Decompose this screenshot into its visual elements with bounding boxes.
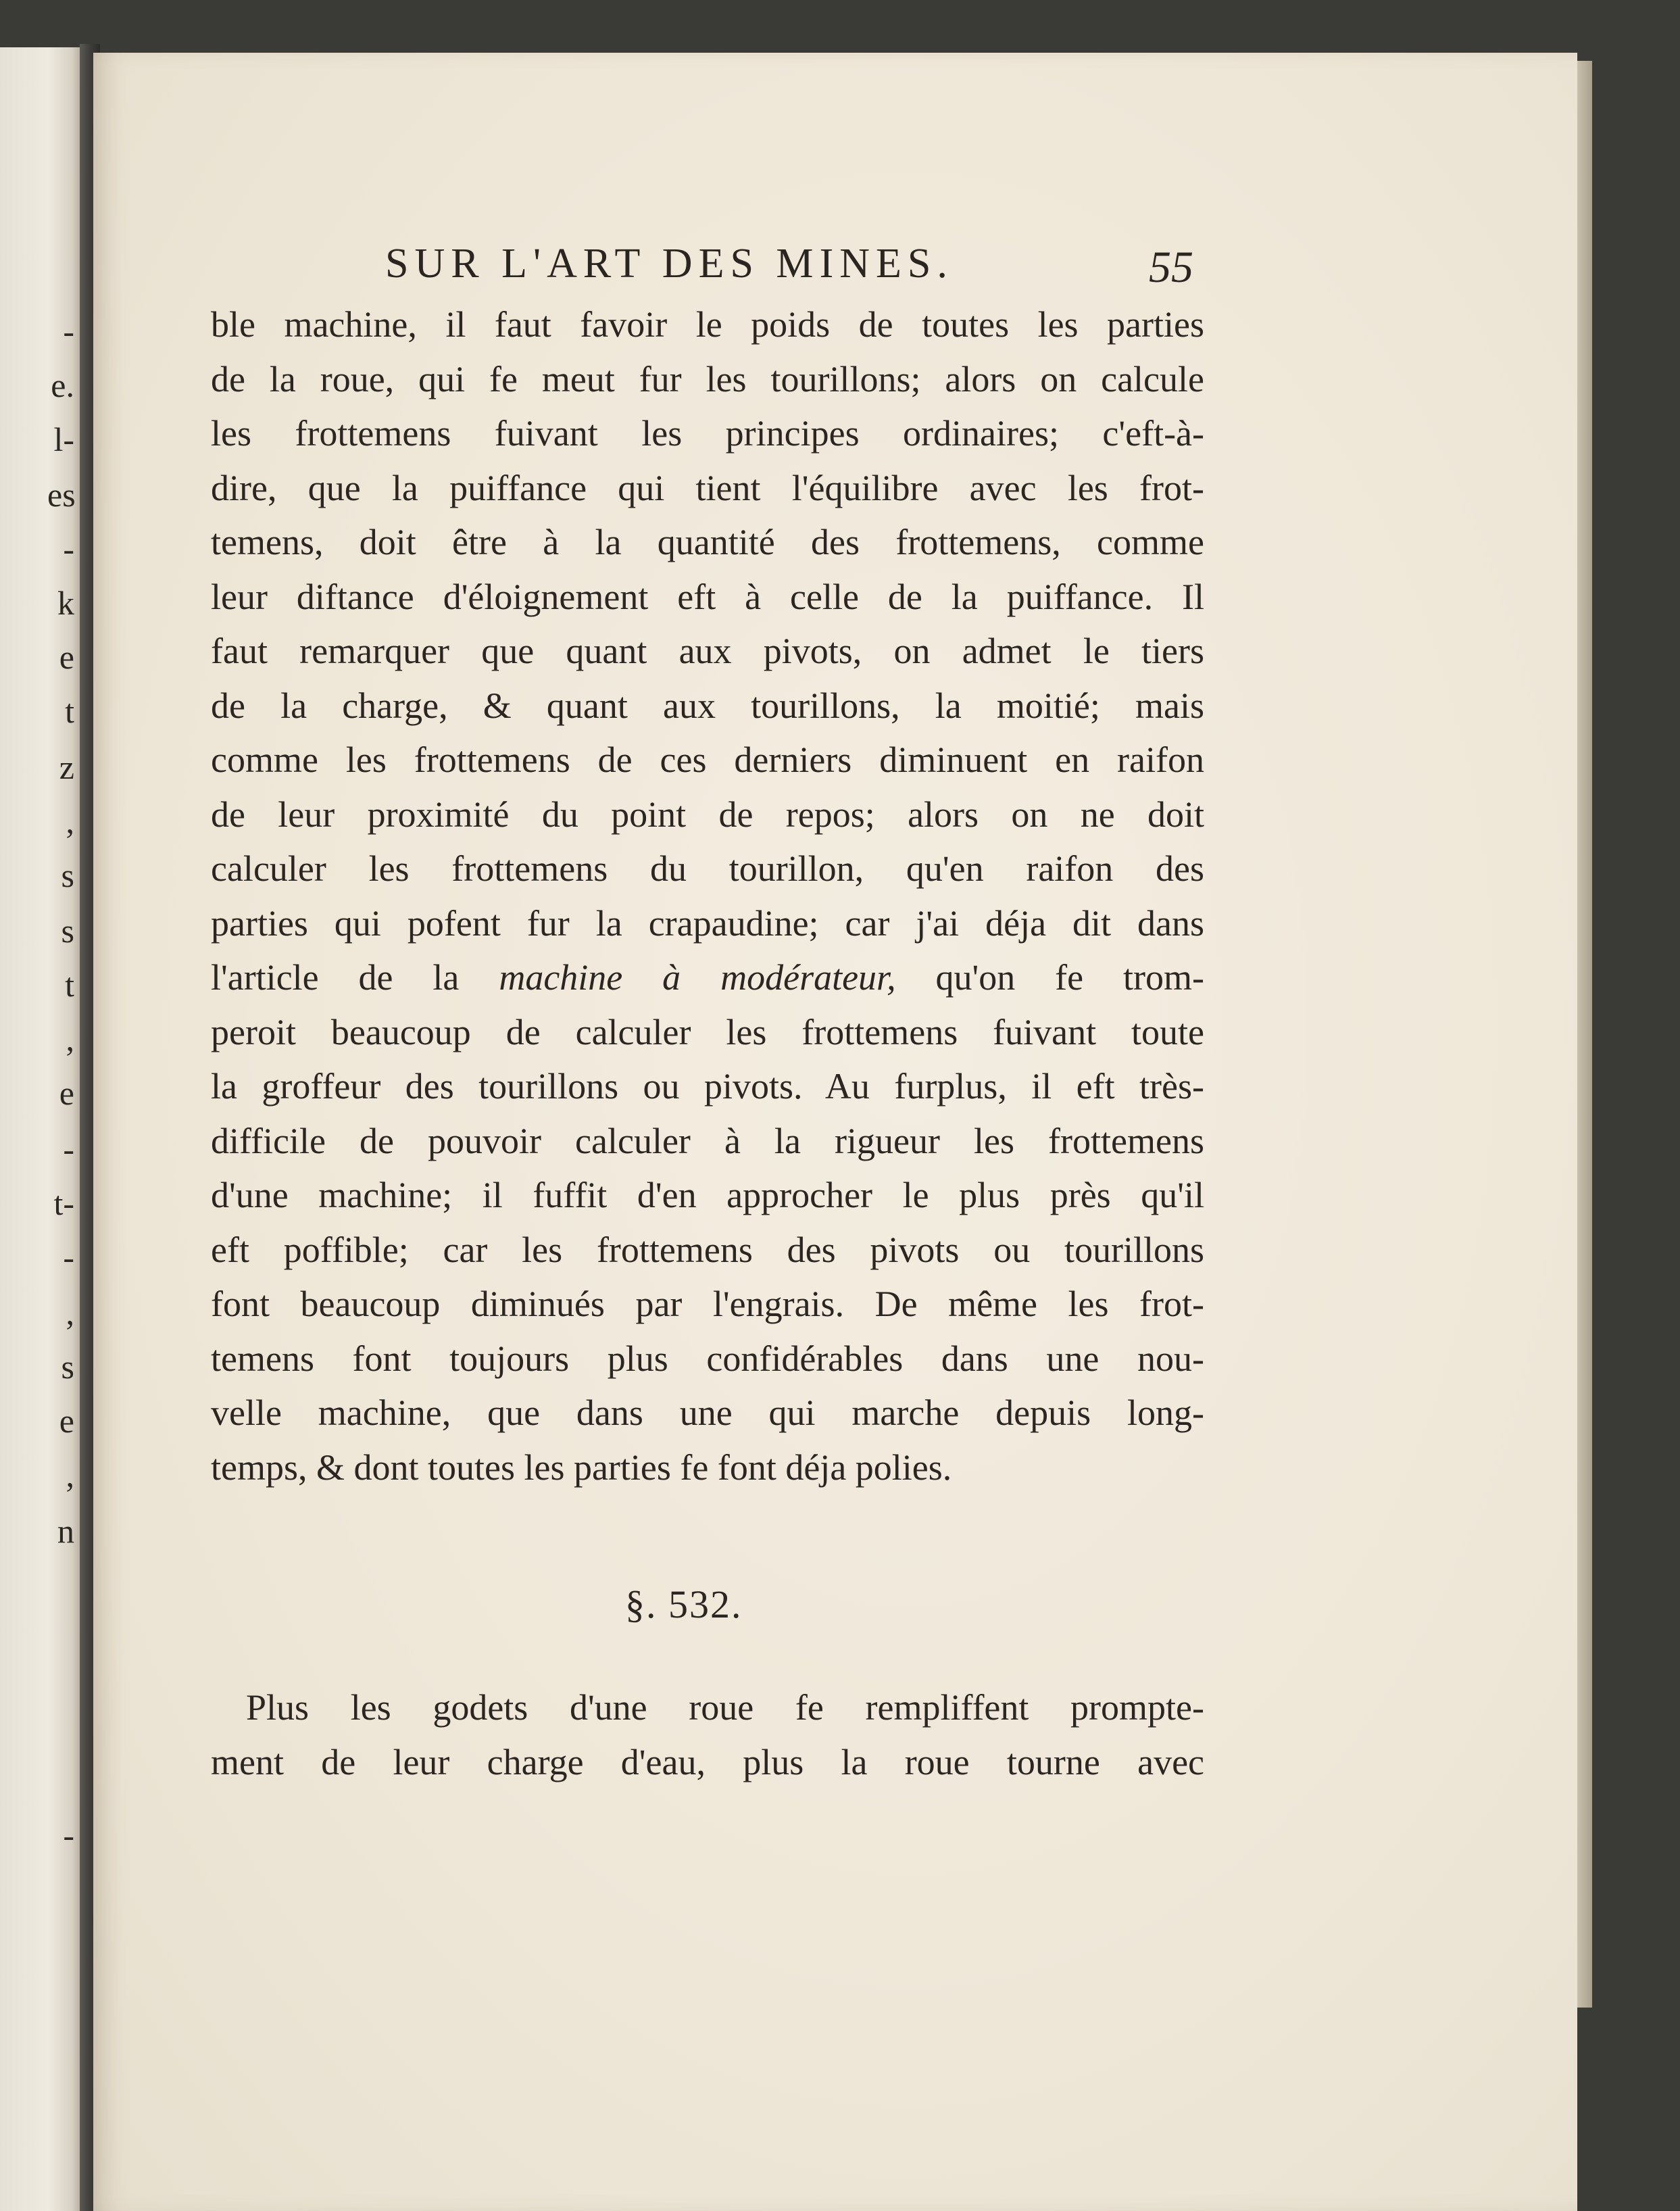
text-line: faut remarquer que quant aux pivots, on admet le tiers bbox=[211, 631, 1204, 671]
text-line: parties qui pofent fur la crapaudine; car j'ai déja dit dans bbox=[211, 902, 1204, 944]
text-line: difficile de pouvoir calculer à la rigueur les frottemens bbox=[211, 1120, 1204, 1161]
paragraph-2 bbox=[211, 1680, 1204, 1789]
text-line: de la charge, & quant aux tourillons, la moitié; mais bbox=[211, 685, 1204, 726]
paragraph-1 bbox=[211, 297, 1204, 1495]
gutter-char: es bbox=[47, 476, 76, 514]
gutter-char: s bbox=[61, 912, 74, 950]
text-line: eft poffible; car les frottemens des pivots ou tourillons bbox=[211, 1229, 1204, 1270]
text-line: dire, que la puiffance qui tient l'équilibre avec les frot- bbox=[211, 467, 1204, 508]
text-line: temens font toujours plus confidérables dans une nou- bbox=[211, 1338, 1204, 1379]
gutter-char: - bbox=[63, 1130, 74, 1168]
gutter-char: l- bbox=[53, 420, 74, 458]
italic-term: machine à modérateur, bbox=[499, 957, 896, 998]
running-head: SUR L'ART DES MINES. bbox=[385, 241, 954, 287]
gutter-char: z bbox=[59, 748, 74, 786]
gutter-char: , bbox=[66, 1020, 74, 1058]
text-line: les frottemens fuivant les principes ordinaires; c'eft-à- bbox=[211, 413, 1204, 454]
gutter-char: e bbox=[59, 638, 74, 676]
gutter-char: t bbox=[65, 966, 74, 1004]
gutter-char: e bbox=[59, 1074, 74, 1112]
text-line: Plus les godets d'une roue fe rempliffent prompte- bbox=[246, 1687, 1204, 1728]
gutter-char: e bbox=[59, 1402, 74, 1440]
gutter-char: t- bbox=[53, 1184, 74, 1222]
gutter-char: - bbox=[63, 1816, 74, 1854]
text-line: ble machine, il faut favoir le poids de toutes les parties bbox=[211, 304, 1204, 345]
text-line: la groffeur des tourillons ou pivots. Au furplus, il eft très- bbox=[211, 1066, 1204, 1107]
text-line: font beaucoup diminués par l'engrais. De même les frot- bbox=[211, 1284, 1204, 1324]
text-line: d'une machine; il fuffit d'en approcher le plus près qu'il bbox=[211, 1175, 1204, 1215]
gutter-char: , bbox=[66, 802, 74, 840]
text-line: comme les frottemens de ces derniers diminuent en raifon bbox=[211, 739, 1204, 780]
text-line: temens, doit être à la quantité des frottemens, comme bbox=[211, 522, 1204, 562]
page-number: 55 bbox=[1149, 243, 1193, 292]
gutter-char: t bbox=[65, 692, 74, 730]
gutter-char: s bbox=[61, 1348, 74, 1386]
text-line: leur diftance d'éloignement eft à celle de la puiffance. Il bbox=[211, 576, 1204, 617]
gutter-char: , bbox=[66, 1456, 74, 1494]
gutter-char: k bbox=[57, 584, 74, 622]
section-heading: §. 532. bbox=[625, 1582, 743, 1626]
text-line: de leur proximité du point de repos; alors on ne doit bbox=[211, 794, 1204, 835]
text-line: calculer les frottemens du tourillon, qu'en raifon des bbox=[211, 848, 1204, 889]
gutter-char: s bbox=[61, 856, 74, 894]
gutter-char: n bbox=[57, 1512, 74, 1550]
text-line-with-italic bbox=[211, 950, 1204, 1005]
gutter-char: e. bbox=[51, 366, 74, 404]
gutter-char: - bbox=[63, 530, 74, 568]
gutter-char: - bbox=[63, 1238, 74, 1276]
text-line: de la roue, qui fe meut fur les tourillons; alors on calcule bbox=[211, 358, 1204, 399]
text-line: peroit beaucoup de calculer les frottemens fuivant toute bbox=[211, 1011, 1204, 1052]
left-page-fragment bbox=[0, 47, 80, 2211]
page-edge bbox=[1577, 61, 1592, 2008]
gutter-char: , bbox=[66, 1294, 74, 1332]
text-line: temps, & dont toutes les parties fe font déja polies. bbox=[211, 1447, 952, 1488]
text-run: l'article de la bbox=[211, 957, 460, 998]
text-line: velle machine, que dans une qui marche depuis long- bbox=[211, 1392, 1204, 1433]
text-run: qu'on fe trom- bbox=[935, 957, 1205, 998]
gutter-char: - bbox=[63, 312, 74, 350]
text-line: ment de leur charge d'eau, plus la roue tourne avec bbox=[211, 1741, 1204, 1782]
